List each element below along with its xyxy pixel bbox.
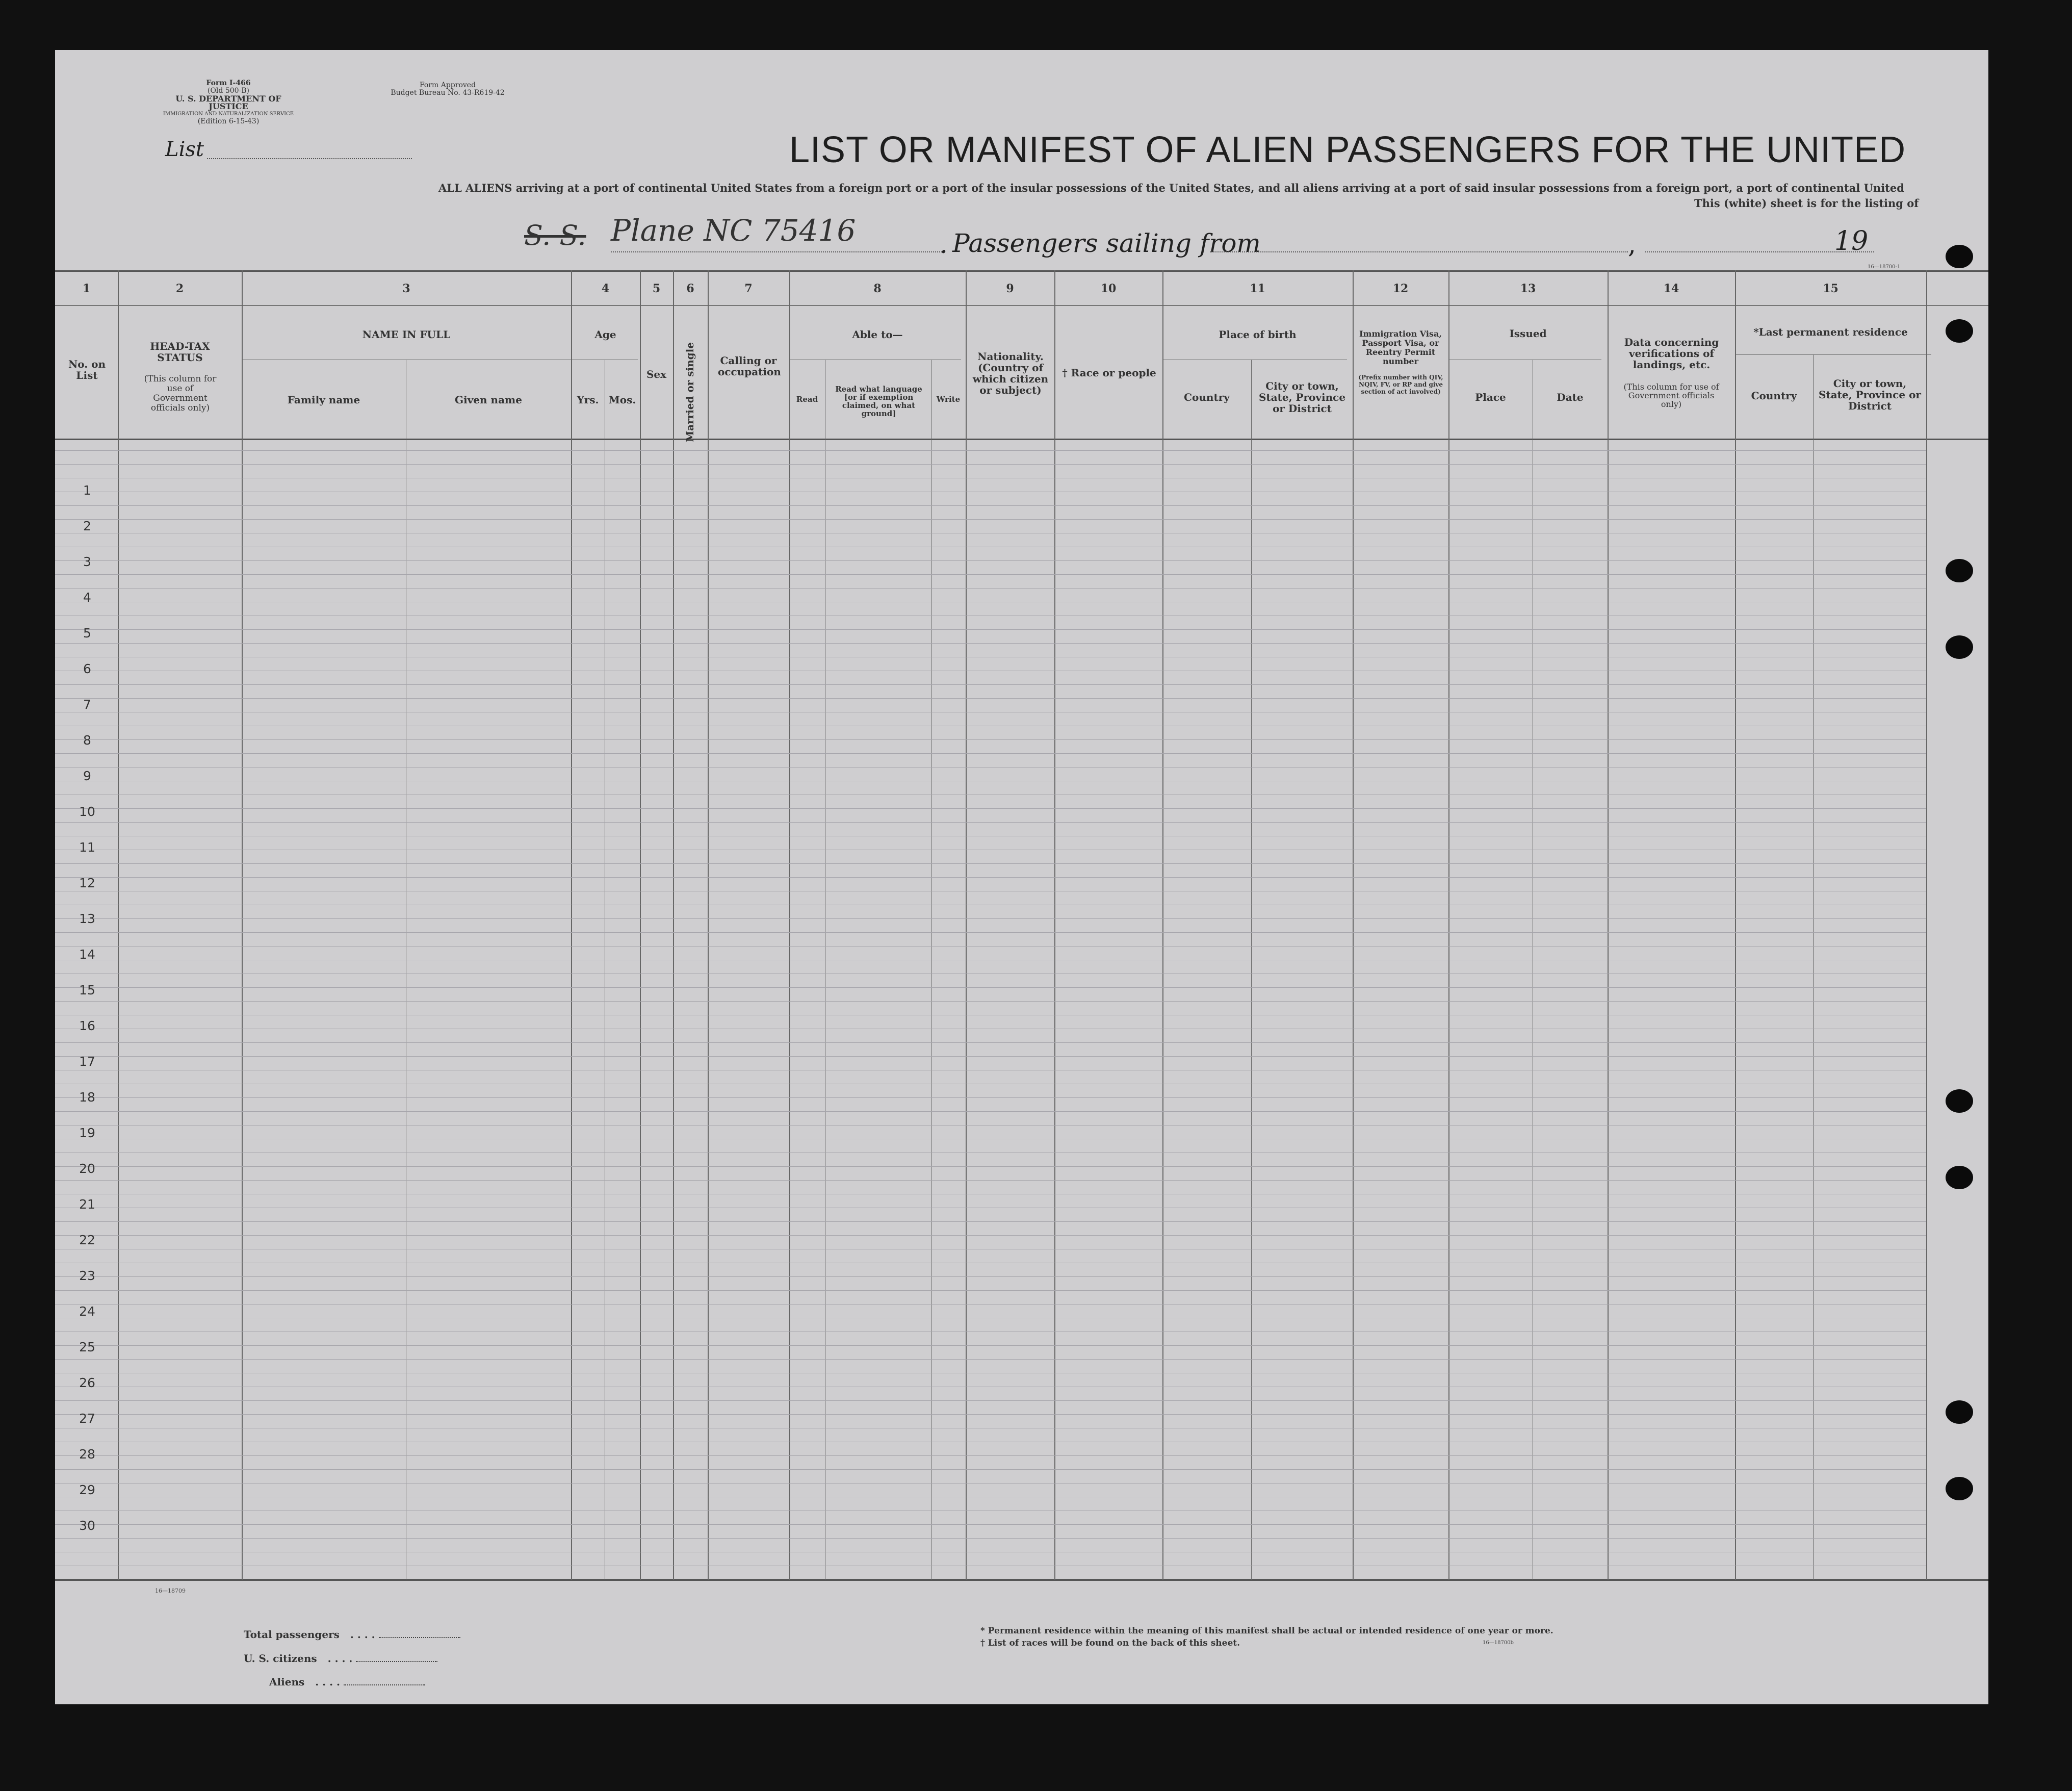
ruled-line: [55, 1359, 1926, 1360]
row-number: 5: [83, 626, 91, 641]
ruled-line: [55, 643, 1926, 644]
ruled-line: [55, 560, 1926, 561]
header-issued: Issued: [1509, 327, 1547, 340]
ruled-line: [55, 629, 1926, 630]
ruled-line: [55, 505, 1926, 506]
ruled-line: [55, 1097, 1926, 1098]
form-number: Form I-466: [206, 79, 251, 87]
header-birth-country: Country: [1184, 391, 1230, 403]
row-number: 18: [79, 1090, 95, 1105]
row-number: 3: [83, 554, 91, 569]
ruled-line: [55, 1235, 1926, 1236]
header-mos: Mos.: [608, 394, 636, 406]
comma: ,: [1628, 229, 1636, 259]
row-number: 24: [79, 1304, 95, 1319]
citizens-dots: . . . .: [327, 1652, 353, 1665]
ruled-line: [55, 1414, 1926, 1415]
col-number: 10: [1100, 282, 1117, 295]
col-number: 11: [1250, 282, 1265, 295]
ruled-line: [55, 822, 1926, 823]
ruled-line: [55, 1042, 1926, 1043]
col-number: 9: [1006, 282, 1014, 295]
ruled-line: [55, 1400, 1926, 1401]
ruled-line: [55, 450, 1926, 451]
aliens-note-bold: ALL ALIENS: [438, 182, 512, 194]
punch-hole: [1946, 559, 1973, 582]
punch-hole: [1946, 1089, 1973, 1113]
punch-hole: [1946, 245, 1973, 268]
ruled-line: [55, 684, 1926, 685]
page-title: LIST OR MANIFEST OF ALIEN PASSENGERS FOR THE UNITED: [789, 130, 1906, 170]
ruled-line: [55, 1524, 1926, 1525]
aliens-label: Aliens: [269, 1676, 305, 1688]
header-read: Read: [796, 395, 818, 404]
header-able-to: Able to—: [852, 328, 903, 341]
row-number: 20: [79, 1161, 95, 1176]
ruled-line: [55, 739, 1926, 740]
total-passengers-label: Total passengers: [244, 1628, 340, 1641]
footnote-races: † List of races will be found on the back of this sheet.: [980, 1638, 1240, 1648]
col-number: 5: [652, 282, 661, 295]
header-data-note: (This column for use of Government officials only): [1623, 382, 1719, 409]
budget-number: Budget Bureau No. 43-R619-42: [391, 89, 505, 97]
header-calling: Calling or occupation: [718, 354, 781, 378]
row-number: 4: [83, 590, 91, 605]
punch-hole: [1946, 319, 1973, 343]
punch-hole: [1946, 1400, 1973, 1424]
ruled-line: [55, 698, 1926, 699]
form-info: [157, 80, 300, 125]
header-last-residence: *Last permanent residence: [1753, 326, 1908, 338]
row-number: 23: [79, 1268, 95, 1283]
ruled-line: [55, 1290, 1926, 1291]
header-read-language: Read what language [or if exemption claimed, on what ground]: [835, 385, 922, 418]
punch-hole: [1946, 1477, 1973, 1500]
number-row-border: [55, 305, 1988, 306]
ruled-line: [55, 588, 1926, 589]
department: U. S. DEPARTMENT OF JUSTICE: [175, 94, 281, 111]
ruled-line: [55, 519, 1926, 520]
header-married: Married or single: [684, 342, 696, 442]
ruled-line: [55, 1538, 1926, 1539]
row-number: 14: [79, 947, 95, 962]
punch-hole: [1946, 1166, 1973, 1189]
header-residence-country: Country: [1751, 390, 1797, 402]
total-passengers-blank: [379, 1637, 460, 1638]
row-number: 27: [79, 1411, 95, 1426]
header-issued-place: Place: [1475, 391, 1506, 403]
form-code-right: 16—18700-1: [1868, 264, 1901, 270]
header-age: Age: [594, 328, 616, 341]
aliens-dots: . . . .: [315, 1676, 340, 1688]
total-passengers-row: [244, 1628, 460, 1641]
year-label: 19: [1834, 226, 1869, 257]
residence-subheader-line: [1735, 354, 1931, 355]
ss-handwritten: Plane NC 75416: [611, 213, 856, 248]
row-number: 16: [79, 1018, 95, 1033]
aliens-row: [269, 1676, 425, 1688]
us-citizens-row: [244, 1652, 437, 1665]
header-given-name: Given name: [455, 394, 522, 406]
ruled-line: [55, 932, 1926, 933]
form-code-bottom: 16—18700b: [1483, 1640, 1514, 1646]
col-number: 14: [1663, 282, 1679, 295]
table-bottom-border: [55, 1579, 1988, 1581]
aliens-note: [438, 182, 1904, 194]
row-number: 10: [79, 804, 95, 819]
manifest-sheet: [55, 50, 1988, 1704]
row-number: 13: [79, 911, 95, 926]
ruled-line: [55, 464, 1926, 465]
ss-label: S. S.: [524, 219, 586, 251]
row-number: 6: [83, 661, 91, 676]
header-family-name: Family name: [287, 394, 360, 406]
ruled-line: [55, 1276, 1926, 1277]
header-name-in-full: NAME IN FULL: [362, 328, 451, 341]
ruled-line: [55, 1056, 1926, 1057]
header-head-tax: HEAD-TAX STATUS: [150, 340, 210, 364]
list-blank: [207, 158, 412, 159]
row-number: 7: [83, 697, 91, 712]
col-number: 4: [601, 282, 610, 295]
row-number: 30: [79, 1518, 95, 1533]
form-approved: Form Approved: [419, 81, 476, 89]
row-number: 11: [79, 840, 95, 855]
col-number: 13: [1520, 282, 1536, 295]
header-sex: Sex: [646, 368, 667, 380]
row-number: 17: [79, 1054, 95, 1069]
total-dots: . . . .: [350, 1628, 375, 1641]
aliens-note-text: arriving at a port of continental United States from a foreign port or a port of the insular possessions of the United States, and all aliens arriving at a port of said insular possessions from a foreign port, a port of continental United: [515, 182, 1904, 194]
col-number: 12: [1392, 282, 1409, 295]
edition: (Edition 6-15-43): [197, 117, 260, 125]
row-number: 26: [79, 1375, 95, 1390]
row-number: 9: [83, 769, 91, 783]
header-data-concerning: Data concerning verifications of landings, etc.: [1624, 336, 1719, 371]
header-nationality: Nationality. (Country of which citizen or subject): [972, 350, 1049, 396]
ruled-line: [55, 1180, 1926, 1181]
ruled-line: [55, 1221, 1926, 1222]
table-body: [55, 440, 1988, 1579]
row-number: 25: [79, 1340, 95, 1354]
header-place-of-birth: Place of birth: [1219, 328, 1297, 341]
col-number: 8: [873, 282, 882, 295]
header-residence-city: City or town, State, Province or District: [1819, 377, 1921, 412]
ruled-line: [55, 1166, 1926, 1167]
row-number: 2: [83, 519, 91, 533]
sailing-dot: .: [940, 229, 948, 259]
header-race: † Race or people: [1062, 367, 1156, 379]
list-label: List: [165, 138, 204, 161]
ruled-line: [55, 1345, 1926, 1346]
row-number: 12: [79, 876, 95, 890]
row-number: 15: [79, 983, 95, 997]
ruled-line: [55, 918, 1926, 919]
ruled-line: [55, 574, 1926, 575]
header-visa: Immigration Visa, Passport Visa, or Reentry Permit number: [1359, 329, 1442, 366]
header-yrs: Yrs.: [577, 394, 599, 406]
sailing-label: Passengers sailing from: [952, 228, 1261, 258]
col-number: 3: [402, 282, 410, 295]
row-number: 1: [83, 483, 91, 498]
header-head-tax-note: (This column for use of Government officials only): [144, 374, 217, 413]
ruled-line: [55, 987, 1926, 988]
header-visa-note: (Prefix number with QIV, NQIV, FV, or RP and give section of act involved): [1358, 374, 1443, 395]
ruled-line: [55, 1455, 1926, 1456]
aliens-blank: [344, 1684, 425, 1685]
form-code-left: 16—18709: [155, 1588, 186, 1594]
ruled-line: [55, 877, 1926, 878]
row-number: 29: [79, 1482, 95, 1497]
white-sheet-note: This (white) sheet is for the listing of: [1694, 197, 1919, 210]
approval-info: [376, 82, 519, 97]
us-citizens-label: U. S. citizens: [244, 1652, 317, 1665]
row-number: 21: [79, 1197, 95, 1212]
col-number: 2: [175, 282, 184, 295]
ss-blank: [611, 251, 942, 252]
old-number: (Old 500-B): [207, 87, 250, 95]
ruled-line: [55, 1001, 1926, 1002]
ruled-line: [55, 1111, 1926, 1112]
footnote-residence: * Permanent residence within the meaning of this manifest shall be actual or intended residence of one year or more.: [980, 1626, 1553, 1636]
header-issued-date: Date: [1557, 391, 1584, 403]
port-blank: [1210, 251, 1628, 252]
header-write: Write: [936, 395, 961, 404]
row-number: 8: [83, 733, 91, 748]
header-no-on-list: No. on List: [68, 358, 106, 381]
table-top-border: [55, 270, 1988, 272]
ruled-line: [55, 753, 1926, 754]
col-number: 15: [1823, 282, 1838, 295]
service: IMMIGRATION AND NATURALIZATION SERVICE: [163, 111, 294, 117]
ruled-line: [55, 863, 1926, 864]
row-number: 19: [79, 1125, 95, 1140]
col-number: 6: [686, 282, 694, 295]
punch-hole: [1946, 635, 1973, 659]
ruled-line: [55, 1469, 1926, 1470]
row-number: 22: [79, 1233, 95, 1247]
col-number: 1: [82, 282, 91, 295]
us-citizens-blank: [356, 1661, 437, 1662]
header-birth-city: City or town, State, Province or District: [1258, 380, 1346, 415]
col-number: 7: [744, 282, 753, 295]
row-number: 28: [79, 1447, 95, 1462]
ruled-line: [55, 808, 1926, 809]
